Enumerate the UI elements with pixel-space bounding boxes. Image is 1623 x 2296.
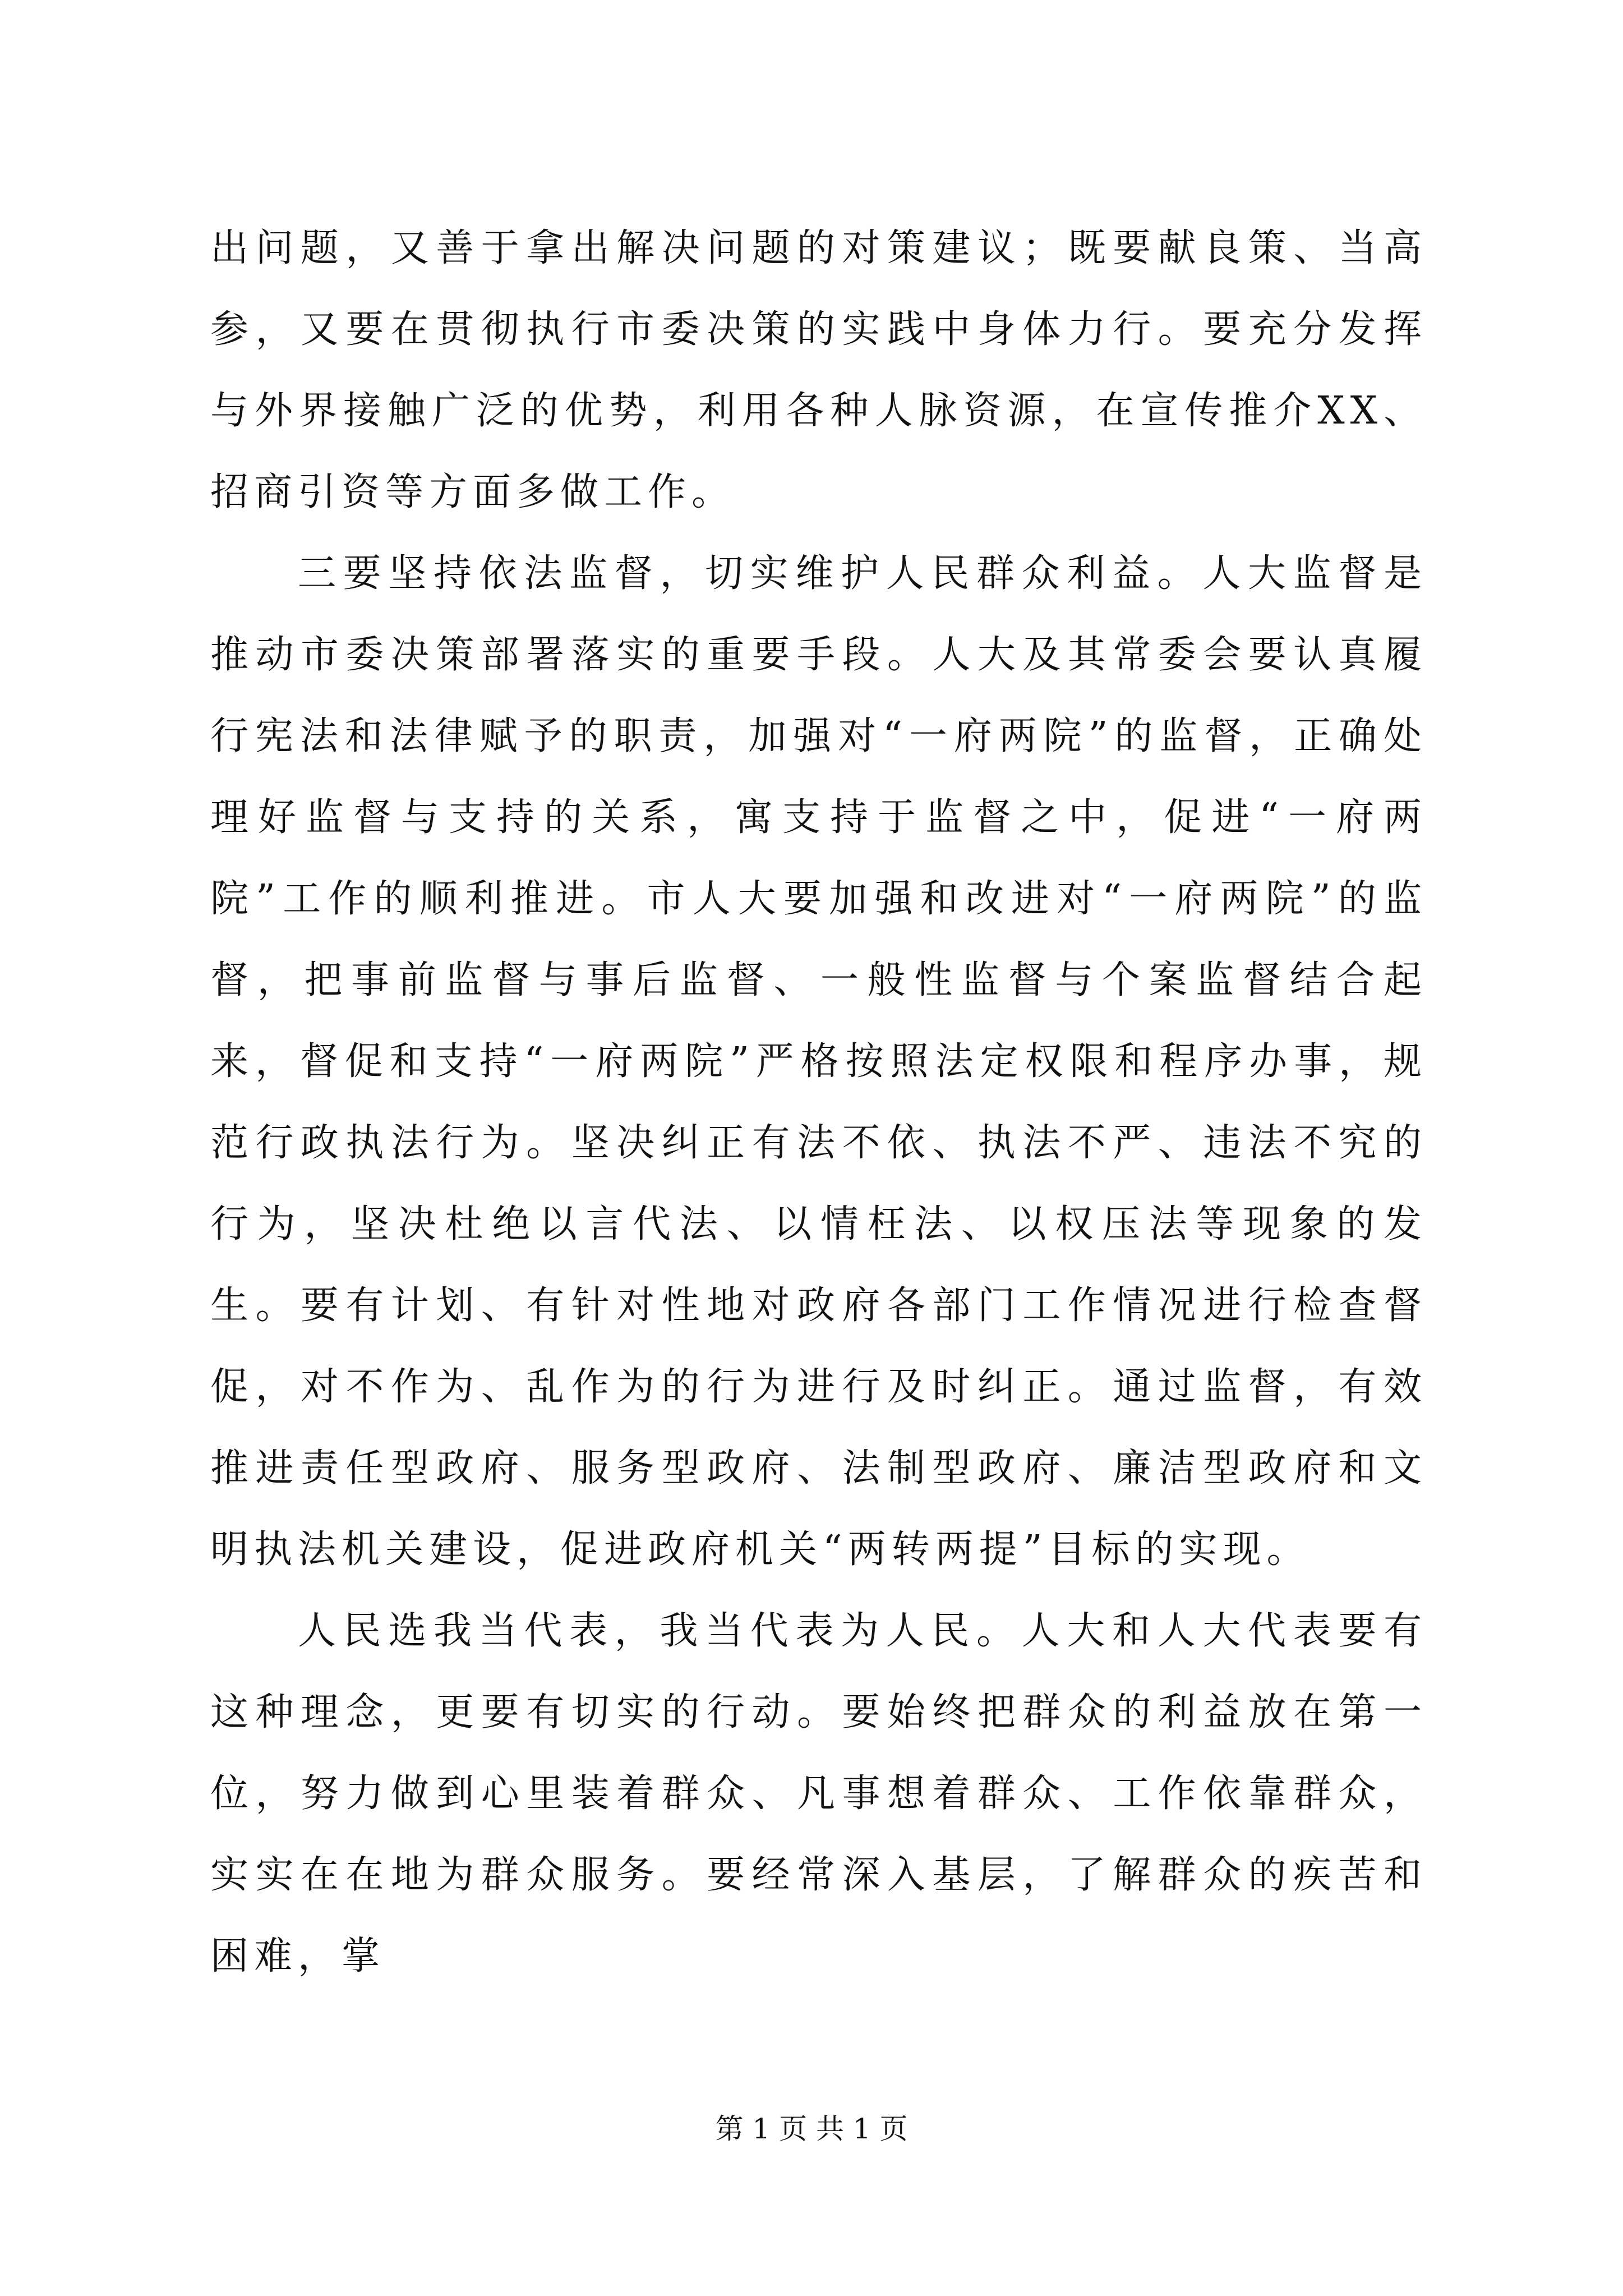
document-body xyxy=(210,208,1427,1997)
paragraph-3: 人民选我当代表，我当代表为人民。人大和人大代表要有这种理念，更要有切实的行动。要始终把群众的利益放在第一位，努力做到心里装着群众、凡事想着群众、工作依靠群众，实实在在地为群众服务。要经常深入基层，了解群众的疾苦和困难，掌 xyxy=(210,1609,1427,1978)
page-footer: 第 1 页 共 1 页 xyxy=(715,2113,908,2145)
paragraph-2: 三要坚持依法监督，切实维护人民群众利益。人大监督是推动市委决策部署落实的重要手段。人大及其常委会要认真履行宪法和法律赋予的职责，加强对“一府两院”的监督，正确处理好监督与支持的关系，寓支持于监督之中，促进“一府两院”工作的顺利推进。市人大要加强和改进对“一府两院”的监督，把事前监督与事后监督、一般性监督与个案监督结合起来，督促和支持“一府两院”严格按照法定权限和程序办事，规范行政执法行为。坚决纠正有法不依、执法不严、违法不究的行为，坚决杜绝以言代法、以情枉法、以权压法等现象的发生。要有计划、有针对性地对政府各部门工作情况进行检查督促，对不作为、乱作为的行为进行及时纠正。通过监督，有效推进责任型政府、服务型政府、法制型政府、廉洁型政府和文明执法机关建设，促进政府机关“两转两提”目标的实现。 xyxy=(210,551,1427,1572)
paragraph-1: 出问题，又善于拿出解决问题的对策建议；既要献良策、当高参，又要在贯彻执行市委决策的实践中身体力行。要充分发挥与外界接触广泛的优势，利用各种人脉资源，在宣传推介XX、招商引资等方面多做工作。 xyxy=(210,226,1427,514)
